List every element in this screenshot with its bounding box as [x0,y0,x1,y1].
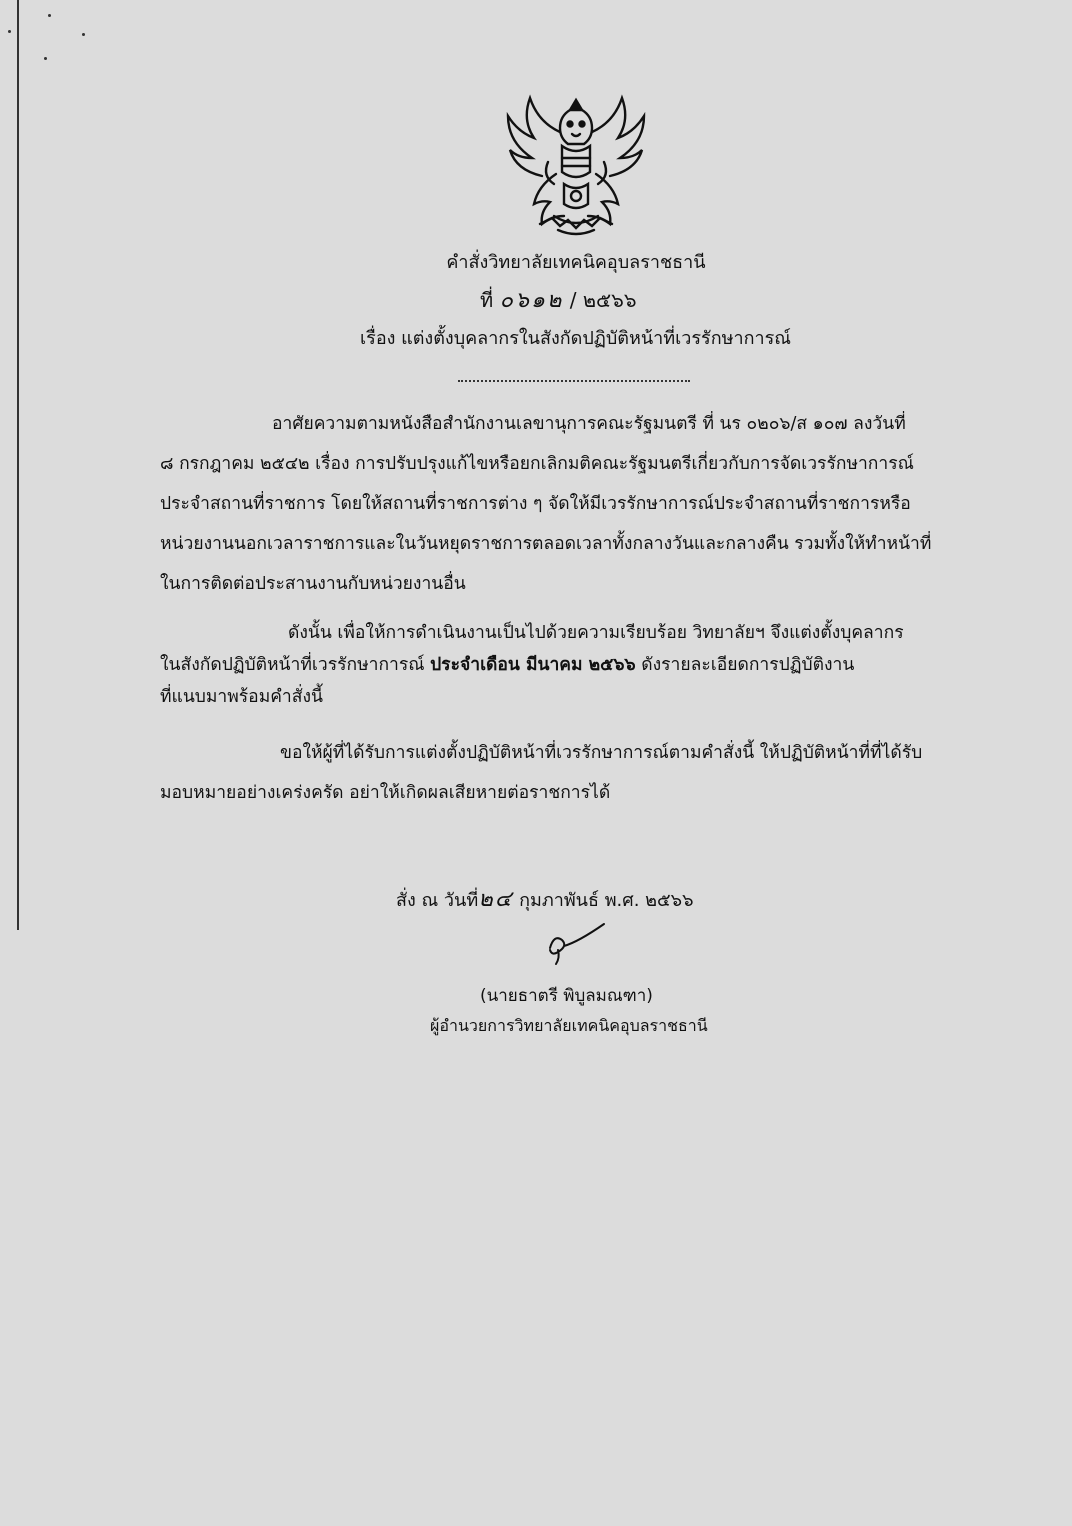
order-subject: เรื่อง แต่งตั้งบุคลากรในสังกัดปฏิบัติหน้าที่เวรรักษาการณ์ [360,328,791,349]
paragraph-line: ที่แนบมาพร้อมคำสั่งนี้ [160,687,323,707]
binder-edge-line [17,0,19,930]
signer-title: ผู้อำนวยการวิทยาลัยเทคนิคอุบลราชธานี [430,1016,708,1035]
paragraph-line: มอบหมายอย่างเคร่งครัด อย่าให้เกิดผลเสียหายต่อราชการได้ [160,783,611,803]
order-number-year: / ๒๕๖๖ [569,288,637,312]
paragraph-line: ในการติดต่อประสานงานกับหน่วยงานอื่น [160,574,466,594]
date-day-handwritten: ๒๔ [478,887,514,912]
paragraph-line [160,649,940,681]
paragraph-line: หน่วยงานนอกเวลาราชการและในวันหยุดราชการตลอดเวลาทั้งกลางวันและกลางคืน รวมทั้งให้ทำหน้าที่ [160,534,932,554]
paragraph-instruction [160,733,940,813]
document-title: คำสั่งวิทยาลัยเทคนิคอุบลราชธานี [446,252,706,273]
duty-month: ประจำเดือน มีนาคม ๒๕๖๖ [430,655,636,675]
paragraph-text: ดังรายละเอียดการปฏิบัติงาน [635,655,855,675]
paragraph-line: ขอให้ผู้ที่ได้รับการแต่งตั้งปฏิบัติหน้าที่เวรรักษาการณ์ตามคำสั่งนี้ ให้ปฏิบัติหน้าที่ที่ได้รับ [280,743,923,763]
scan-speck [8,30,11,33]
paragraph-line: ประจำสถานที่ราชการ โดยให้สถานที่ราชการต่าง ๆ จัดให้มีเวรรักษาการณ์ประจำสถานที่ราชการหรือ [160,494,911,514]
order-number-prefix: ที่ [480,288,494,312]
date-prefix: สั่ง ณ วันที่ [396,890,479,911]
order-number-handwritten: ๐๖๑๒ [499,288,564,313]
date-suffix: กุมภาพันธ์ พ.ศ. ๒๕๖๖ [513,890,694,911]
handwritten-signature-icon [540,918,610,968]
paragraph-reference [160,404,940,604]
order-number [480,288,637,313]
dotted-separator [458,380,690,382]
paragraph-appointment [160,617,940,713]
garuda-emblem-icon [500,92,652,240]
paragraph-line: ดังนั้น เพื่อให้การดำเนินงานเป็นไปด้วยความเรียบร้อย วิทยาลัยฯ จึงแต่งตั้งบุคลากร [288,623,904,643]
paragraph-text: ในสังกัดปฏิบัติหน้าที่เวรรักษาการณ์ [160,655,431,675]
scan-speck [44,57,47,60]
signer-name: (นายธาตรี พิบูลมณฑา) [480,986,653,1006]
paragraph-line: อาศัยความตามหนังสือสำนักงานเลขานุการคณะรัฐมนตรี ที่ นร ๐๒๐๖/ส ๑๐๗ ลงวันที่ [272,414,906,434]
scan-speck [82,33,85,36]
paragraph-line: ๘ กรกฎาคม ๒๕๔๒ เรื่อง การปรับปรุงแก้ไขหรือยกเลิกมติคณะรัฐมนตรีเกี่ยวกับการจัดเวรรักษาการณ์ [160,454,914,474]
order-date [396,888,694,913]
scan-speck [48,14,51,17]
